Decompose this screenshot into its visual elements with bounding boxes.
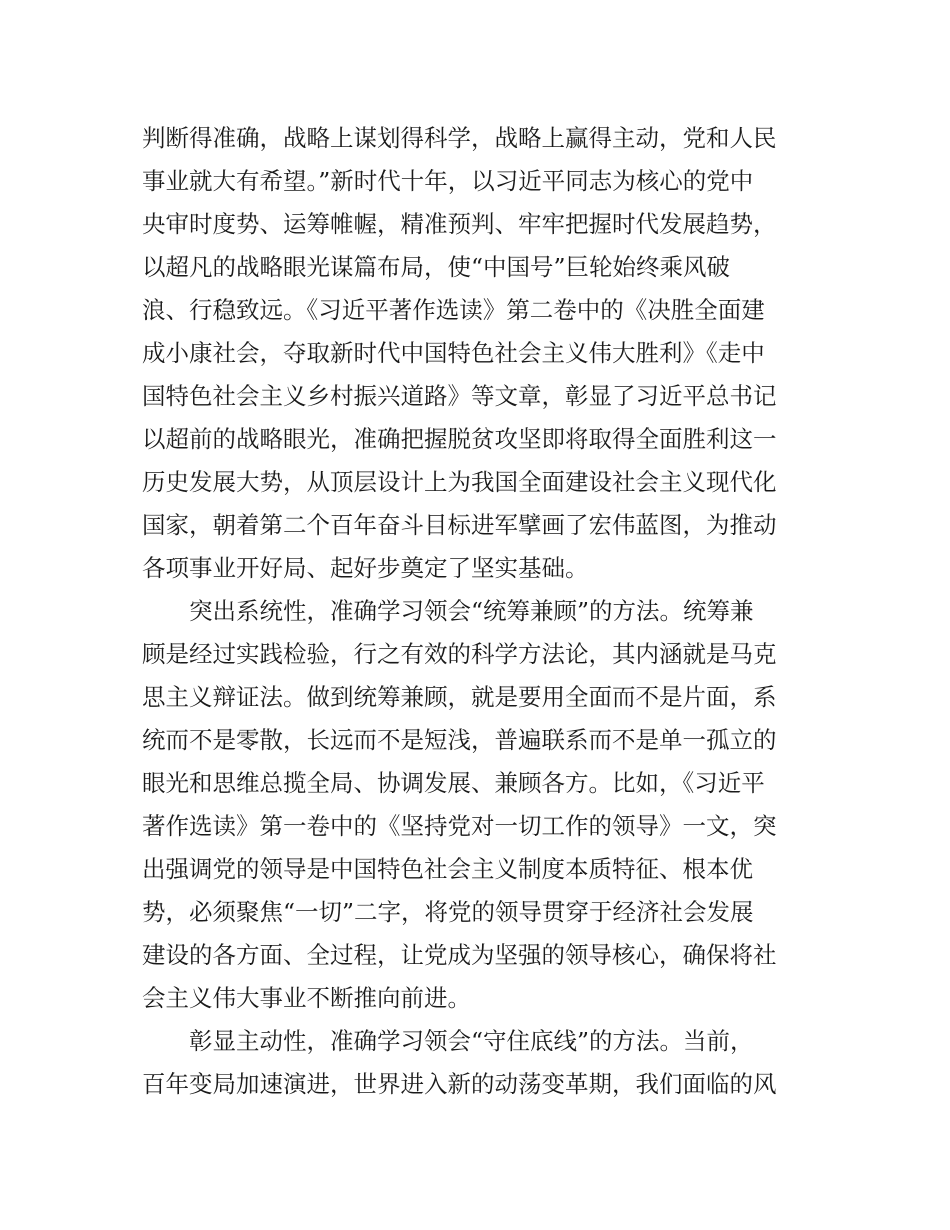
text-line: 著作选读》第一卷中的《坚持党对一切工作的领导》一文，突 — [142, 812, 777, 840]
paragraph-start-line: 突出系统性，准确学习领会“统筹兼顾”的方法。统筹兼 — [189, 597, 754, 625]
text-line: 统而不是零散，长远而不是短浅，普遍联系而不是单一孤立的 — [142, 726, 777, 754]
text-line: 顾是经过实践检验，行之有效的科学方法论，其内涵就是马克 — [142, 640, 777, 668]
text-line: 判断得准确，战略上谋划得科学，战略上赢得主动，党和人民 — [142, 124, 777, 152]
text-line: 央审时度势、运筹帷幄，精准预判、牢牢把握时代发展趋势， — [142, 210, 777, 238]
text-line: 以超凡的战略眼光谋篇布局，使“中国号”巨轮始终乘风破 — [142, 253, 731, 281]
text-line: 出强调党的领导是中国特色社会主义制度本质特征、根本优 — [142, 855, 753, 883]
text-line: 历史发展大势，从顶层设计上为我国全面建设社会主义现代化 — [142, 468, 777, 496]
text-line: 国家，朝着第二个百年奋斗目标进军擘画了宏伟蓝图，为推动 — [142, 511, 777, 539]
text-line: 各项事业开好局、起好步奠定了坚实基础。 — [142, 554, 589, 582]
text-line: 眼光和思维总揽全局、协调发展、兼顾各方。比如，《习近平 — [142, 769, 765, 797]
text-line: 成小康社会，夺取新时代中国特色社会主义伟大胜利》《走中 — [142, 339, 765, 367]
text-line: 思主义辩证法。做到统筹兼顾，就是要用全面而不是片面，系 — [142, 683, 777, 711]
text-line: 势，必须聚焦“一切”二字，将党的领导贯穿于经济社会发展 — [142, 898, 754, 926]
text-line: 会主义伟大事业不断推向前进。 — [142, 984, 471, 1012]
body-text — [142, 117, 822, 1106]
text-line: 建设的各方面、全过程，让党成为坚强的领导核心，确保将社 — [142, 941, 777, 969]
text-line: 浪、行稳致远。《习近平著作选读》第二卷中的《决胜全面建 — [142, 296, 765, 324]
text-line: 国特色社会主义乡村振兴道路》等文章，彰显了习近平总书记 — [142, 382, 777, 410]
text-line: 事业就大有希望。”新时代十年，以习近平同志为核心的党中 — [142, 167, 754, 195]
paragraph-start-line: 彰显主动性，准确学习领会“守住底线”的方法。当前， — [189, 1027, 754, 1055]
text-line: 以超前的战略眼光，准确把握脱贫攻坚即将取得全面胜利这一 — [142, 425, 777, 453]
text-line: 百年变局加速演进，世界进入新的动荡变革期，我们面临的风 — [142, 1070, 777, 1098]
